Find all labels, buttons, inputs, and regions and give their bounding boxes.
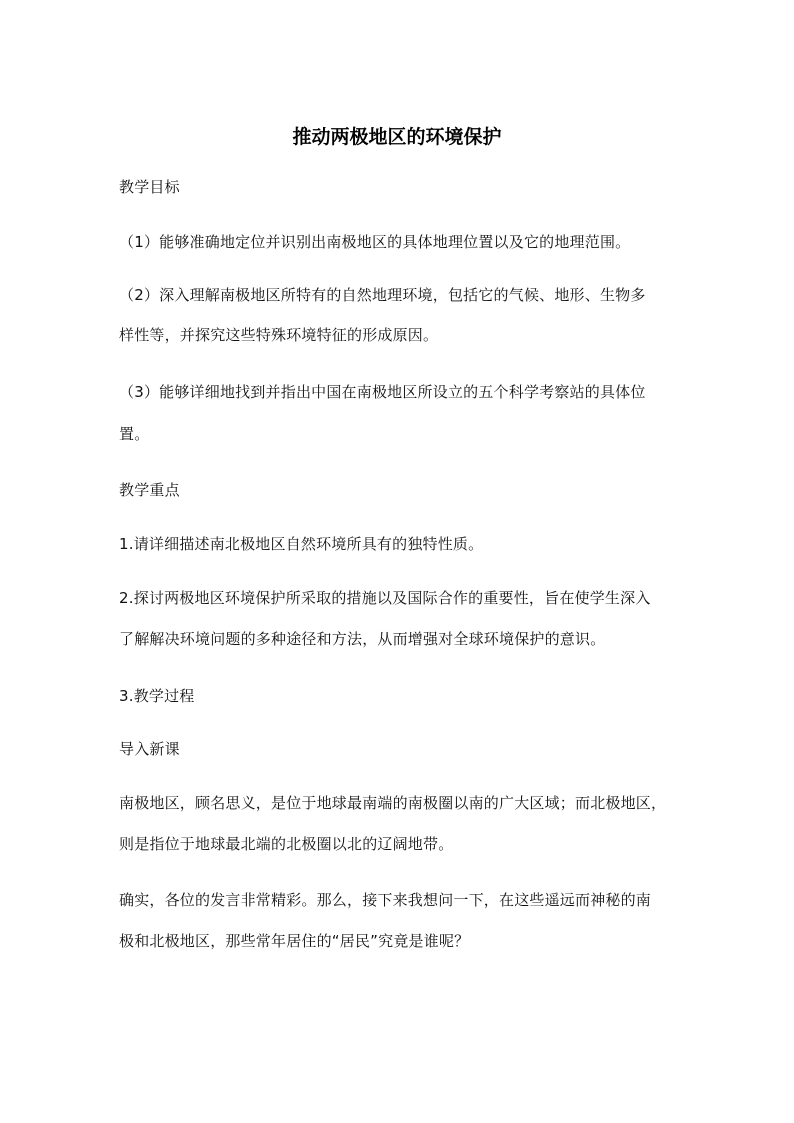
intro-paragraph-2-line-2: 极和北极地区，那些常年居住的“居民”究竟是谁呢？ bbox=[119, 932, 470, 950]
objective-3-line-2: 置。 bbox=[119, 425, 150, 443]
objective-2-line-1: （2）深入理解南极地区所特有的自然地理环境，包括它的气候、地形、生物多 bbox=[119, 286, 646, 304]
intro-paragraph-1-line-1: 南极地区，顾名思义，是位于地球最南端的南极圈以南的广大区域；而北极地区， bbox=[119, 794, 667, 812]
section-heading-key-points: 教学重点 bbox=[119, 481, 180, 499]
key-point-2-line-1: 2.探讨两极地区环境保护所采取的措施以及国际合作的重要性，旨在使学生深入 bbox=[119, 589, 651, 607]
objective-2-line-2: 样性等，并探究这些特殊环境特征的形成原因。 bbox=[119, 326, 439, 344]
objective-3-line-1: （3）能够详细地找到并指出中国在南极地区所设立的五个科学考察站的具体位 bbox=[119, 383, 646, 401]
document-title: 推动两极地区的环境保护 bbox=[292, 126, 502, 148]
key-point-2-line-2: 了解解决环境问题的多种途径和方法，从而增强对全球环境保护的意识。 bbox=[119, 630, 606, 648]
objective-1: （1）能够准确地定位并识别出南极地区的具体地理位置以及它的地理范围。 bbox=[119, 233, 631, 251]
intro-paragraph-2-line-1: 确实，各位的发言非常精彩。那么，接下来我想问一下，在这些遥远而神秘的南 bbox=[119, 891, 652, 909]
intro-paragraph-1-line-2: 则是指位于地球最北端的北极圈以北的辽阔地带。 bbox=[119, 835, 454, 853]
section-heading-objectives: 教学目标 bbox=[119, 178, 180, 196]
key-point-1: 1.请详细描述南北极地区自然环境所具有的独特性质。 bbox=[119, 535, 484, 553]
section-heading-intro: 导入新课 bbox=[119, 740, 180, 758]
key-point-3: 3.教学过程 bbox=[119, 687, 195, 705]
